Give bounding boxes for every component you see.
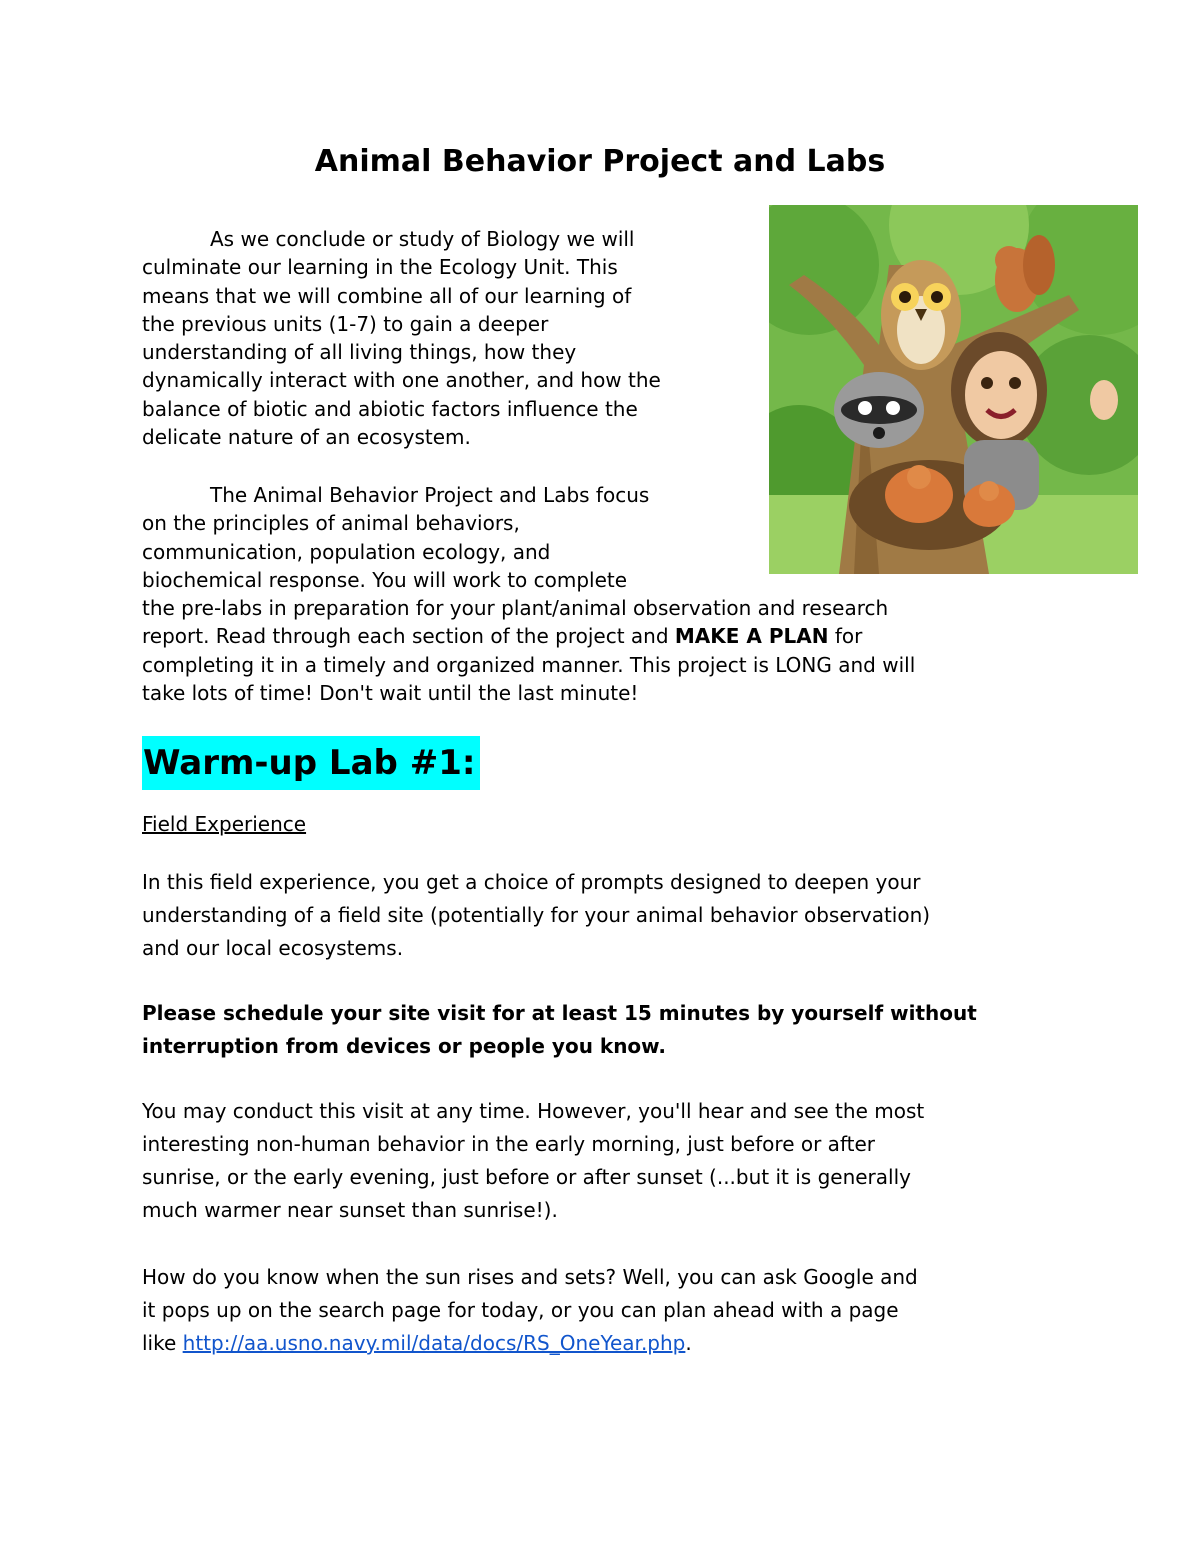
intro-paragraph-1 — [142, 225, 661, 451]
text-line: dynamically interact with one another, and how the — [142, 368, 661, 393]
text-line: it pops up on the search page for today, or you can plan ahead with a page — [142, 1298, 899, 1322]
field-experience-paragraph — [142, 866, 1072, 965]
text-line: the pre-labs in preparation for your plant/animal observation and research — [142, 596, 889, 621]
text-line — [142, 622, 915, 650]
text-line: communication, population ecology, and — [142, 539, 551, 564]
sunrise-paragraph — [142, 1261, 1072, 1360]
text-fragment: report. Read through each section of the project and — [142, 624, 675, 649]
text-line: culminate our learning in the Ecology Unit. This — [142, 255, 618, 280]
text-line: means that we will combine all of our learning of — [142, 283, 632, 308]
text-line: As we conclude or study of Biology we will — [210, 227, 635, 251]
text-line: interesting non-human behavior in the early morning, just before or after — [142, 1132, 875, 1156]
timing-paragraph — [142, 1095, 1072, 1227]
document-title: Animal Behavior Project and Labs — [314, 144, 886, 179]
make-a-plan-emphasis: MAKE A PLAN — [674, 624, 829, 649]
text-line — [142, 1327, 1072, 1360]
text-line: the previous units (1-7) to gain a deeper — [142, 311, 549, 336]
text-line: balance of biotic and abiotic factors influence the — [142, 396, 638, 421]
text-line: delicate nature of an ecosystem. — [142, 425, 471, 450]
text-line: interruption from devices or people you know. — [142, 1034, 666, 1058]
subheading-field-experience: Field Experience — [142, 812, 307, 836]
text-line: sunrise, or the early evening, just before or after sunset (...but it is generally — [142, 1165, 911, 1189]
text-fragment: . — [685, 1331, 692, 1355]
usno-sunrise-link[interactable]: http://aa.usno.navy.mil/data/docs/RS_OneYear.php — [182, 1331, 686, 1355]
text-line: biochemical response. You will work to complete — [142, 567, 628, 592]
text-line: In this field experience, you get a choice of prompts designed to deepen your — [142, 870, 921, 894]
illustration-image — [769, 205, 1138, 574]
text-line: much warmer near sunset than sunrise!). — [142, 1198, 558, 1222]
text-fragment: like — [142, 1331, 183, 1355]
section-heading-warm-up-lab: Warm-up Lab #1: — [142, 736, 480, 790]
text-line: How do you know when the sun rises and sets? Well, you can ask Google and — [142, 1265, 918, 1289]
schedule-notice — [142, 997, 1072, 1063]
text-line: You may conduct this visit at any time. However, you'll hear and see the most — [142, 1099, 925, 1123]
text-line: on the principles of animal behaviors, — [142, 511, 520, 536]
text-line: understanding of a field site (potentially for your animal behavior observation) — [142, 903, 931, 927]
text-line: understanding of all living things, how they — [142, 340, 577, 365]
text-fragment: for — [828, 624, 863, 649]
text-line: The Animal Behavior Project and Labs focus — [210, 483, 650, 507]
text-line: and our local ecosystems. — [142, 936, 404, 960]
text-line: completing it in a timely and organized manner. This project is LONG and will — [142, 652, 916, 677]
text-line: Please schedule your site visit for at least 15 minutes by yourself without — [142, 1001, 977, 1025]
text-line: take lots of time! Don't wait until the last minute! — [142, 681, 639, 706]
illustration-icon — [769, 205, 1138, 574]
